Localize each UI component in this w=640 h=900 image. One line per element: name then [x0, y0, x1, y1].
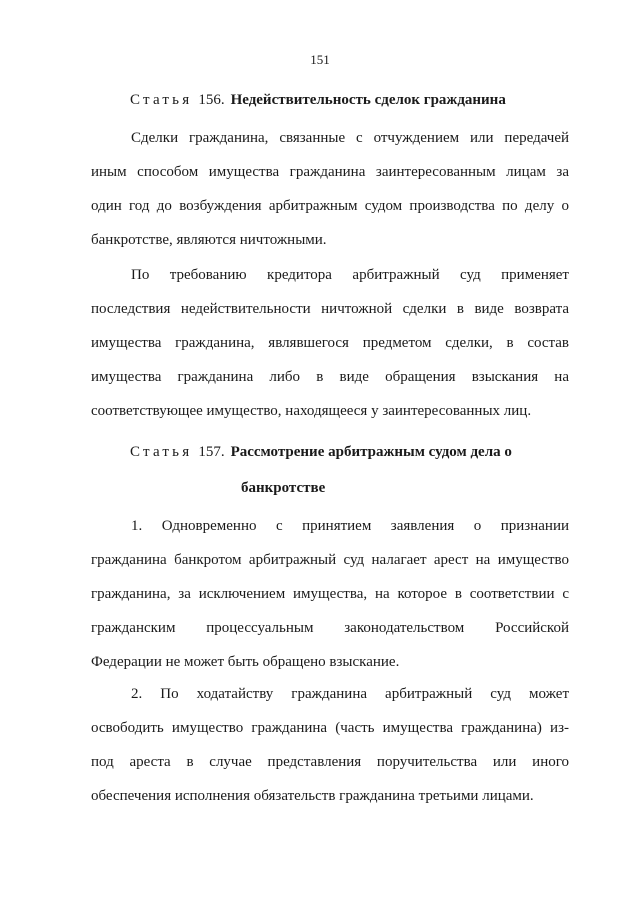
paragraph-line: имущества гражданина, являвшегося предметом сделки, в состав — [91, 335, 569, 351]
article-156-heading — [130, 92, 506, 109]
paragraph-line: Сделки гражданина, связанные с отчуждением или передачей — [131, 130, 569, 146]
paragraph-line: под ареста в случае представления поручительства или иного — [91, 754, 569, 770]
paragraph-line: гражданским процессуальным законодательством Российской — [91, 620, 569, 636]
article-157-heading — [130, 444, 512, 461]
paragraph-line: 1. Одновременно с принятием заявления о признании — [131, 518, 569, 534]
article-number: 156. — [198, 92, 225, 108]
paragraph-line: последствия недействительности ничтожной сделки в виде возврата — [91, 301, 569, 317]
article-157-title-continuation: банкротстве — [241, 480, 326, 496]
article-label: Статья — [130, 92, 193, 108]
article-number: 157. — [198, 444, 225, 460]
article-label: Статья — [130, 444, 193, 460]
paragraph-line: Федерации не может быть обращено взыскание. — [91, 654, 400, 670]
paragraph-line: гражданина, за исключением имущества, на которое в соответствии с — [91, 586, 569, 602]
article-title: Рассмотрение арбитражным судом дела о — [230, 444, 512, 460]
paragraph-line: имущества гражданина либо в виде обращения взыскания на — [91, 369, 569, 385]
paragraph-line: 2. По ходатайству гражданина арбитражный суд может — [131, 686, 569, 702]
page-number: 151 — [310, 52, 330, 67]
paragraph-line: обеспечения исполнения обязательств гражданина третьими лицами. — [91, 788, 534, 804]
article-title: Недействительность сделок гражданина — [230, 92, 506, 108]
paragraph-line: гражданина банкротом арбитражный суд налагает арест на имущество — [91, 552, 569, 568]
paragraph-line: иным способом имущества гражданина заинтересованным лицам за — [91, 164, 569, 180]
paragraph-line: освободить имущество гражданина (часть имущества гражданина) из- — [91, 720, 569, 736]
paragraph-line: один год до возбуждения арбитражным судом производства по делу о — [91, 198, 569, 214]
paragraph-line: соответствующее имущество, находящееся у заинтересованных лиц. — [91, 403, 532, 419]
paragraph-line: банкротстве, являются ничтожными. — [91, 232, 327, 248]
paragraph-line: По требованию кредитора арбитражный суд применяет — [131, 267, 569, 283]
